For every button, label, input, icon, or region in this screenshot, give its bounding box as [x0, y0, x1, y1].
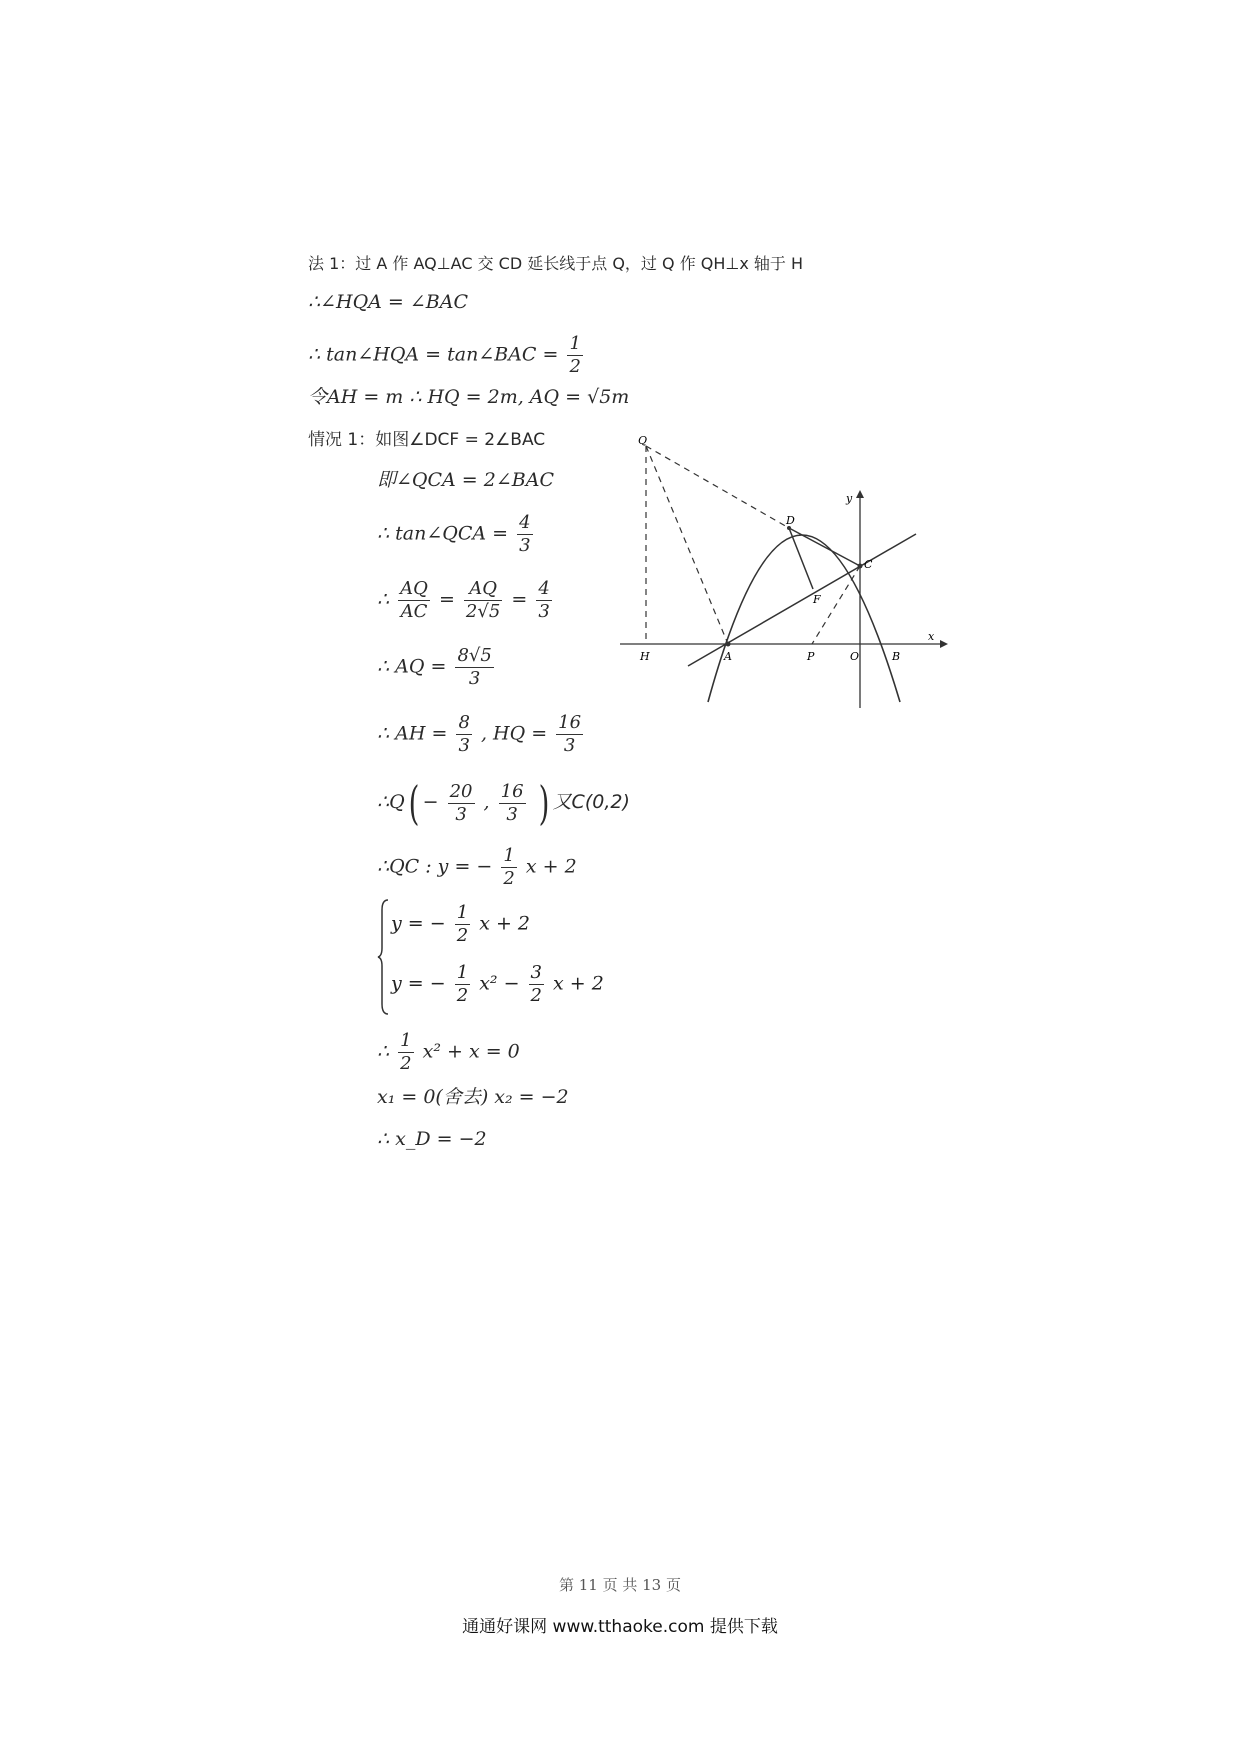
ah-hq-line: ∴ AH = $\frac{8}{3}$ , HQ = $\frac{16}{3}$ [377, 712, 582, 756]
tan-equality [308, 333, 586, 378]
q-point-line: ∴Q( − $\frac{20}{3}$ , $\frac{16}{3}$ ) 又C(0,2) [377, 776, 630, 830]
point-a [726, 642, 731, 647]
ah-fraction: $\frac{8}{3}$ [458, 712, 470, 756]
dashed-qa [646, 446, 728, 644]
segment-df [789, 528, 813, 589]
dashed-qd [646, 446, 789, 528]
point-c [858, 564, 863, 569]
tan-equality-fraction: $\frac{1}{2}$ [569, 333, 581, 377]
label-b: B [892, 650, 901, 663]
ratio-fraction-1: $\frac{AQ}{AC}$ [400, 578, 428, 622]
angle-equality: ∴∠HQA = ∠BAC [308, 291, 469, 313]
label-h: H [640, 650, 650, 663]
y-axis-arrow-icon [856, 490, 864, 498]
ratio-line: ∴ $\frac{AQ}{AC}$ = $\frac{AQ}{2√5}$ = $\frac{4}{3}$ [377, 578, 550, 622]
q-x-fraction: $\frac{20}{3}$ [449, 780, 473, 825]
label-y: y [846, 492, 853, 505]
case-heading: 情况 1：如图∠DCF = 2∠BAC [308, 430, 546, 450]
segment-dc [789, 528, 860, 566]
tan-qca-line [377, 512, 536, 557]
hq-fraction: $\frac{16}{3}$ [558, 712, 582, 756]
label-q: Q [638, 434, 648, 447]
system-row-1: y = − $\frac{1}{2}$ x + 2 [391, 902, 531, 946]
ratio-fraction-2: $\frac{AQ}{2√5}$ [465, 578, 501, 622]
equation-system [377, 898, 604, 1018]
qc-line-equation: ∴QC : y = − $\frac{1}{2}$ x + 2 [377, 845, 577, 889]
label-c: C [864, 558, 873, 571]
label-x: x [928, 630, 935, 643]
label-d: D [786, 514, 795, 527]
quadratic-coef-fraction: $\frac{1}{2}$ [400, 1030, 412, 1074]
tan-qca-fraction: $\frac{4}{3}$ [519, 512, 531, 556]
roots-line: x₁ = 0(舍去) x₂ = −2 [377, 1086, 569, 1108]
aq-value-line: ∴ AQ = $\frac{8√5}{3}$ [377, 645, 492, 689]
quadratic-result: ∴ $\frac{1}{2}$ x² + x = 0 [377, 1030, 520, 1074]
q-y-fraction: $\frac{16}{3}$ [500, 780, 524, 825]
ratio-fraction-3: $\frac{4}{3}$ [538, 578, 550, 622]
aq-value-fraction: $\frac{8√5}{3}$ [457, 645, 492, 689]
xd-line: ∴ x_D = −2 [377, 1128, 487, 1150]
page-number: 第 11 页 共 13 页 [558, 1576, 681, 1594]
system-row-2: y = − $\frac{1}{2}$ x² − $\frac{3}{2}$ x + 2 [391, 962, 604, 1006]
let-statement: 令AH = m ∴ HQ = 2m, AQ = √5m [308, 386, 630, 408]
label-p: P [807, 650, 815, 663]
x-axis-arrow-icon [940, 640, 948, 648]
system-brace [377, 898, 391, 1016]
method-heading: 法 1：过 A 作 AQ⊥AC 交 CD 延长线于点 Q，过 Q 作 QH⊥x 轴于 H [308, 254, 804, 273]
parabola-figure [610, 428, 970, 718]
qca-angle-line: 即∠QCA = 2∠BAC [377, 469, 554, 491]
c-point-text: 又C(0,2) [552, 791, 630, 813]
label-o: O [850, 650, 860, 663]
label-f: F [813, 593, 821, 606]
qc-slope-fraction: $\frac{1}{2}$ [503, 845, 515, 889]
site-credit: 通通好课网 www.tthaoke.com 提供下载 [462, 1617, 778, 1637]
tan-qca-text: ∴ tan∠QCA = [377, 522, 509, 545]
label-a: A [724, 650, 732, 663]
tan-equality-text: ∴ tan∠HQA = tan∠BAC = [308, 343, 559, 366]
